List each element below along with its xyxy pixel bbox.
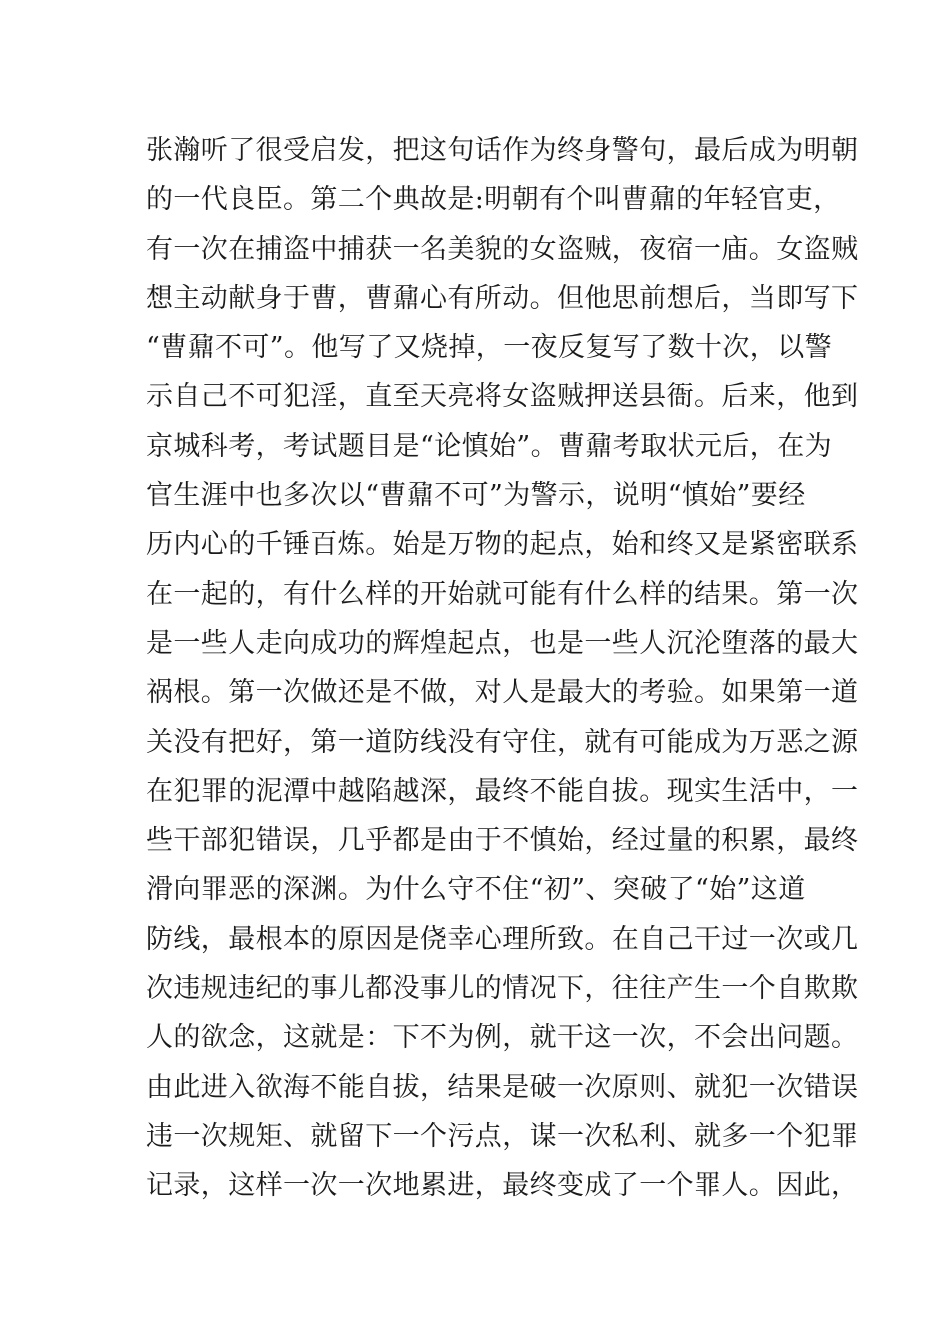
text-line-9: 历内心的千锤百炼。始是万物的起点，始和终又是紧密联系	[146, 529, 859, 561]
text-line-21: 违一次规矩、就留下一个污点，谋一次私利、就多一个犯罪	[146, 1120, 859, 1152]
text-line-14: 在犯罪的泥潭中越陷越深，最终不能自拔。现实生活中，一	[146, 775, 859, 807]
text-line-11: 是一些人走向成功的辉煌起点，也是一些人沉沦堕落的最大	[146, 627, 859, 659]
text-line-18: 次违规违纪的事儿都没事儿的情况下，往往产生一个自欺欺	[146, 973, 859, 1005]
text-line-1: 张瀚听了很受启发，把这句话作为终身警句，最后成为明朝	[146, 135, 859, 166]
text-line-20: 由此进入欲海不能自拔，结果是破一次原则、就犯一次错误	[146, 1071, 859, 1103]
text-line-12: 祸根。第一次做还是不做，对人是最大的考验。如果第一道	[146, 677, 859, 709]
body-text	[146, 126, 859, 1211]
text-line-3: 有一次在捕盗中捕获一名美貌的女盗贼，夜宿一庙。女盗贼	[146, 233, 859, 265]
text-line-6: 示自己不可犯淫，直至天亮将女盗贼押送县衙。后来，他到	[146, 381, 859, 413]
text-line-13: 关没有把好，第一道防线没有守住，就有可能成为万恶之源	[146, 726, 859, 758]
text-line-2: 的一代良臣。第二个典故是:明朝有个叫曹鼐的年轻官吏，	[146, 184, 841, 216]
text-line-7: 京城科考，考试题目是“论慎始”。曹鼐考取状元后，在为	[146, 430, 833, 462]
text-line-5: “曹鼐不可”。他写了又烧掉，一夜反复写了数十次，以警	[146, 332, 833, 364]
text-line-15: 些干部犯错误，几乎都是由于不慎始，经过量的积累，最终	[146, 825, 859, 857]
text-line-17: 防线，最根本的原因是侥幸心理所致。在自己干过一次或几	[146, 923, 859, 955]
text-line-4: 想主动献身于曹，曹鼐心有所动。但他思前想后，当即写下	[146, 282, 859, 314]
text-line-8: 官生涯中也多次以“曹鼐不可”为警示，说明“慎始”要经	[146, 480, 806, 512]
text-line-10: 在一起的，有什么样的开始就可能有什么样的结果。第一次	[146, 578, 859, 610]
text-line-19: 人的欲念，这就是：下不为例，就干这一次，不会出问题。	[146, 1022, 859, 1054]
text-line-22: 记录，这样一次一次地累进，最终变成了一个罪人。因此，	[146, 1170, 859, 1202]
text-line-16: 滑向罪恶的深渊。为什么守不住“初”、突破了“始”这道	[146, 874, 806, 906]
